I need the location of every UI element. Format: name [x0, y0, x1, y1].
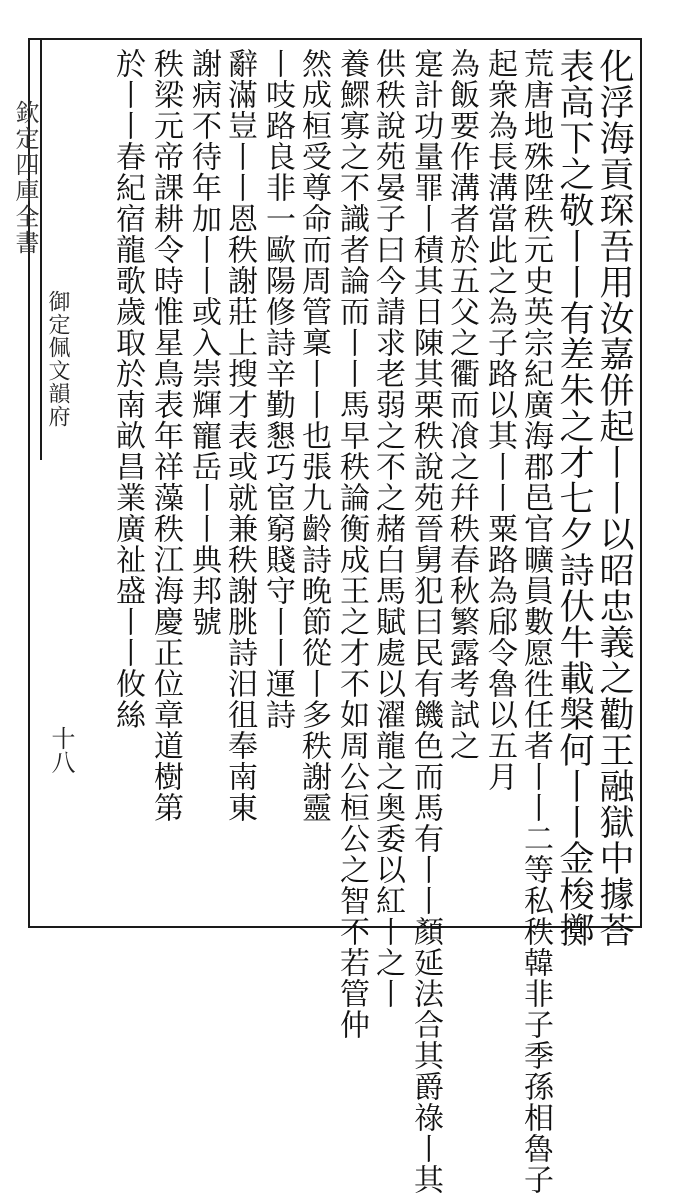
text-column-7: 供秩說苑晏子曰今請求老弱之不之赭白馬賦處以濯龍之奥委以紅丨之丨	[370, 48, 405, 1009]
text-column-5: 為飯要作溝者於五父之衢而飡之幷秩春秋繁露考試之	[444, 48, 479, 761]
text-column-8: 養鰥寡之不識者論而丨丨馬早秩論衡成王之才不如周公桓公之智不若管仲	[334, 48, 369, 1040]
book-title-margin: 御定佩文韻府	[45, 290, 70, 428]
text-column-13: 秩梁元帝課耕令時惟星鳥表年祥藻秩江海慶正位章道樹第	[148, 48, 183, 823]
text-column-2: 表高下之敬丨丨有差朱之才七夕詩㐲牛載槃何丨丨金梭擲	[554, 48, 594, 948]
text-column-6: 寔計功量罪丨積其日陳其栗秩說苑晉舅犯曰民有饑色而馬有丨丨顏延法合其爵祿丨其	[408, 48, 443, 1195]
spine-margin	[0, 40, 42, 460]
text-column-11: 辭滿豈丨丨恩秩謝莊上搜才表或就兼秩謝朓詩汨徂奉南東	[222, 48, 257, 823]
text-column-12: 謝病不待年加丨丨或入崇輝寵岳丨丨典邦號	[186, 48, 221, 637]
text-column-9: 然成桓受尊命而周管稟丨丨也張九齡詩晚節從丨多秩謝靈	[296, 48, 331, 823]
text-column-3: 荒唐地殊陞秩元史英宗紀廣海郡邑官曠員數愿徃任者丨丨二等私秩韓非子季孫相魯子	[518, 48, 553, 1195]
text-column-1: 化浮海貢琛吾用汝嘉併起丨丨以昭忠義之勸王融獄中據荅	[594, 48, 634, 948]
text-column-14: 於丨丨春紀宿龍歌歲取於南畝昌業廣祉盛丨丨攸絲	[110, 48, 145, 730]
spine-label: 欽定四庫全書	[11, 100, 39, 256]
text-column-4: 起衆為長溝當此之為子路以其丨丨粟路為郈令魯以五月	[482, 48, 517, 792]
page-number: 十八	[47, 726, 75, 774]
text-column-10: 丨吱路良非一歐陽修詩辛勤懇巧宦窮賤守丨丨運詩	[260, 48, 295, 730]
